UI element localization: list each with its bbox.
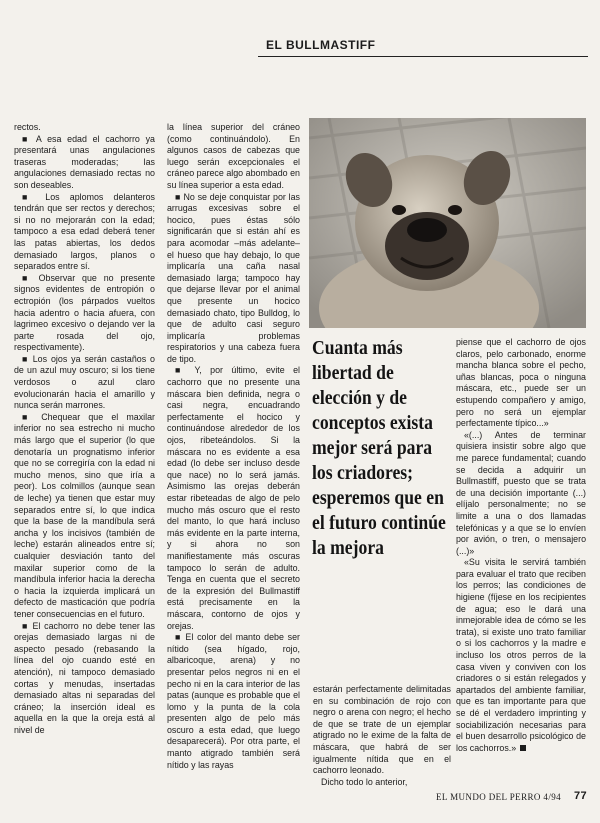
page-number: 77 — [574, 790, 588, 802]
paragraph: la línea superior del cráneo (como continuándolo). En algunos casos de cabezas que luego serán excepcionales el cráneo parece algo abombado en su línea superior a esta edad. — [167, 122, 300, 190]
paragraph: ■ El color del manto debe ser nítido (sea hígado, rojo, albaricoque, arena) y no presentar pelos negros ni en el pecho ni en la cara interior de las patas (aunque es probable que el lomo y la punta de la cola presenten algo de pelo más oscuro a esta edad, que luego desaparecerá). Por otra parte, el manto atigrado también será nítido y las rayas — [167, 632, 300, 770]
paragraph: ■ Los aplomos delanteros tendrán que ser rectos y derechos; si no no mejorarán con la edad; tampoco a esa edad deberá tener las patas abiertas, los dedos demasiado largos, planos o separados entre sí. — [14, 191, 155, 272]
paragraph-text: «Su visita le servirá también para evaluar el trato que reciben los perros; las condiciones de higiene (fíjese en los recipientes de agua; eso le dará una inmejorable idea de cómo se les trata), si existe uno trato familiar o si los cachorros y la madre e incluso los otros perros de la casa viven y conviven con los criadores o si están relegados y apartados del ambiente familiar, que es tan importante para que se dé el verdadero imprinting y sociabilización necesarias para el buen desarrollo psicológico de los cachorros.» — [456, 557, 586, 753]
magazine-issue: EL MUNDO DEL PERRO 4/94 — [436, 792, 562, 802]
paragraph: Dicho todo lo anterior, — [321, 776, 408, 787]
paragraph: estarán perfectamente delimitadas en su combinación de rojo con negro o arena con negro; el hecho de que se trate de un ejemplar atigrado no le exime de la falta de máscara, que habrá de ser igualmente nítida que en el cachorro leonado. — [313, 684, 451, 776]
paragraph: rectos. — [14, 122, 41, 132]
page-footer — [436, 790, 591, 804]
article-column-2b — [313, 684, 451, 788]
paragraph: piense que el cachorro de ojos claros, pelo carbonado, enorme mancha blanca sobre el pecho, uñas blancas, poca o ninguna máscara, etc., puede ser un estupendo compañero y amigo, pero no será un ejemplar perfectamente típico...» — [456, 337, 586, 429]
paragraph: ■ A esa edad el cachorro ya presentará unas angulaciones traseras moderadas; las angulaciones demasiado rectas no son deseables. — [14, 133, 155, 190]
pull-quote: Cuanta más libertad de elección y de conceptos exista mejor será para los criadores; esperemos que en el futuro continúe la mejora — [312, 337, 446, 559]
paragraph: ■ No se deje conquistar por las arrugas excesivas sobre el hocico, pues éstas sólo significarán que si están ahí es para acomodar –más adelante– el hueso que hay debajo, lo que implicaría una caña nasal demasiado larga; tampoco hay que dejarse llevar por el animal que presente un hocico demasiado chato, tipo Bulldog, lo que de adulto casi seguro implicaría problemas respiratorios y una cabeza fuera de tipo. — [167, 191, 300, 364]
running-header — [258, 34, 588, 57]
paragraph — [456, 557, 586, 754]
paragraph: «(...) Antes de terminar quisiera insistir sobre algo que me parece fundamental; cuando se decida a adquirir un Bullmastiff, puesto que se trata de una decisión importante (...) elíjalo personalmente; no se limite a una o dos llamadas telefónicas y a que se lo envíen por avión, o tren, o mensajero (...)» — [456, 429, 586, 556]
end-of-article-mark — [520, 745, 526, 751]
article-column-2 — [167, 122, 300, 780]
article-column-3 — [456, 337, 586, 754]
paragraph: ■ Los ojos ya serán castaños o de un azul muy oscuro; si los tiene verdosos o azul claro evolucionarán hacia el amarillo y nunca serán marrones. — [14, 353, 155, 411]
paragraph: ■ Chequear que el maxilar inferior no sea estrecho ni mucho más largo que el superior (lo que denotaría un prognatismo inferior que no se corregiría con la edad ni mucho menos, sino que iría a peor). Los colmillos (aunque sean de leche) ya tienen que estar muy separados entre sí, lo que indica que la base de la mandíbula será ancha y los incisivos (también de leche) estarán alineados entre sí; cualquier desviación tanto del maxilar superior como de la mandíbula inferior hacia la derecha o hacia la izquierda implicará un defecto de masticación que podría tener consecuencias en el futuro. — [14, 411, 155, 619]
puppy-illustration — [309, 118, 586, 328]
bullmastiff-puppy-photo — [309, 118, 586, 328]
section-title: EL BULLMASTIFF — [266, 38, 376, 52]
paragraph: ■ Y, por último, evite el cachorro que no presente una máscara bien definida, negra o casi negra, encuadrando perfectamente el hocico y continuándose alrededor de los ojos, ribeteándolos. Si la máscara no es evidente a esa edad (lo debe ser incluso desde que nace) no lo será jamás. Asimismo las orejas deberán estar ribeteadas de algo de pelo mucho más oscuro que el resto del manto, lo que hará incluso más evidente en la parte interna, y si ahora no son manifiestamente más oscuras tampoco lo serán de adulto. Tenga en cuenta que el secreto de la expresión del Bullmastiff está precisamente en la máscara, contorno de ojos y orejas. — [167, 365, 300, 631]
paragraph: ■ El cachorro no debe tener las orejas demasiado largas ni de aspecto pesado (rebasando la línea del ojo cuando esté en atención), ni tampoco demasiado cortas y menudas, insertadas demasiado altas ni separadas del cráneo; la inserción ideal es aquella en la que la oreja está al nivel de — [14, 620, 155, 735]
article-column-1 — [14, 122, 155, 780]
paragraph: ■ Observar que no presente signos evidentes de entropión o ectropión (los párpados vueltos hacia adentro o hacia afuera, con lagrimeo excesivo o dejando ver la parte rosada del ojo, respectivamente). — [14, 272, 155, 353]
